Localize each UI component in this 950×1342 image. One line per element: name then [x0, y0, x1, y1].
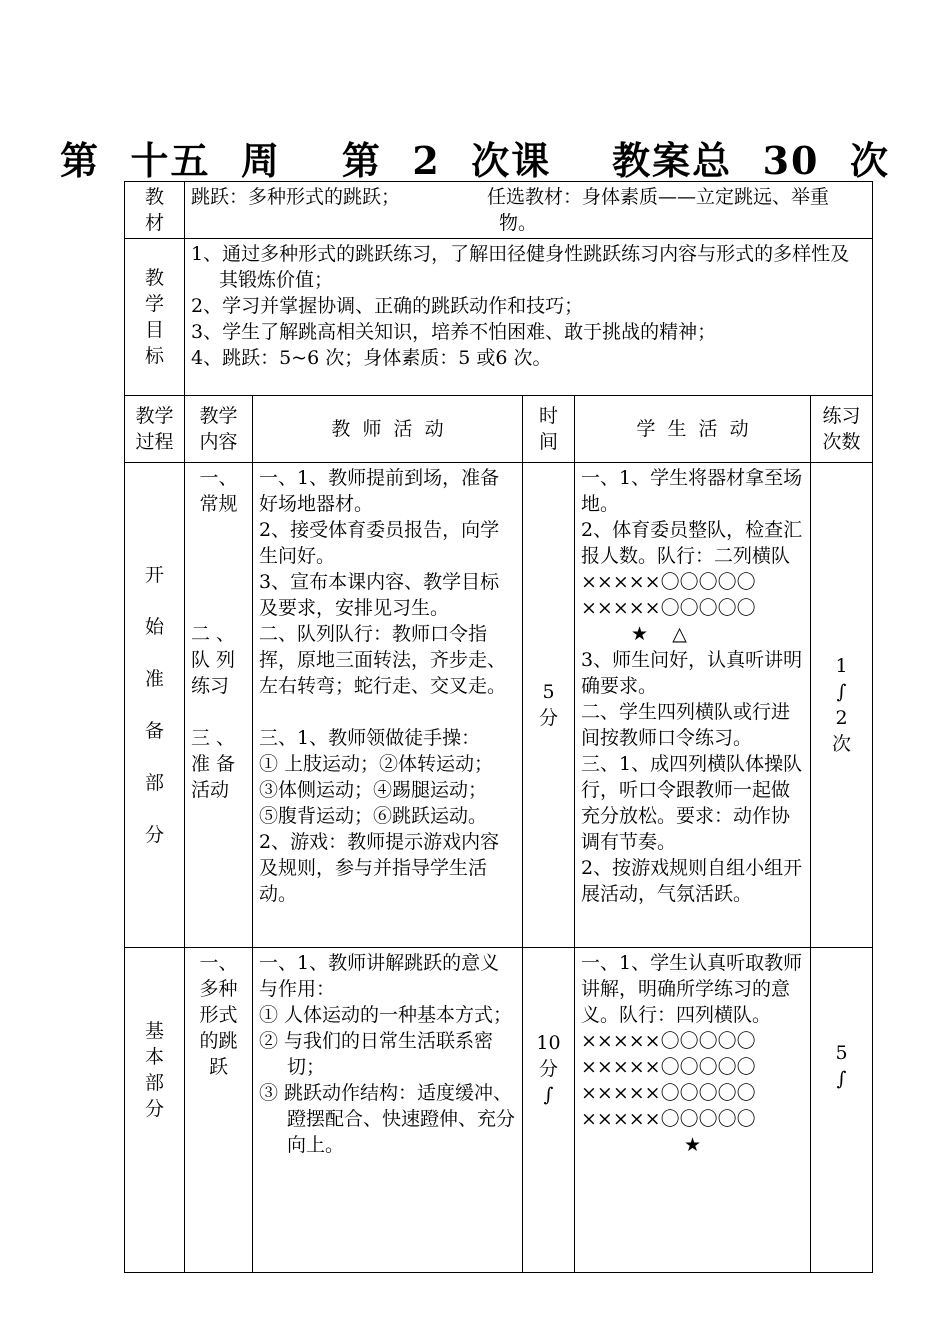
basic-process: 基 本 部 分: [125, 948, 185, 1273]
goal-item: 2、学习并掌握协调、正确的跳跃动作和技巧；: [191, 295, 584, 317]
header-teacher: 教 师 活 动: [253, 396, 523, 463]
basic-row: [125, 948, 873, 1273]
goal-item: 4、跳跃：5~6 次；身体素质：5 或6 次。: [191, 347, 552, 369]
teacher-marker: ★ △: [631, 623, 687, 645]
header-student: 学 生 活 动: [575, 396, 811, 463]
goals-content: [185, 239, 873, 396]
material-main: 跳跃：多种形式的跳跃；: [191, 186, 401, 208]
material-optional: 任选教材：身体素质——立定跳远、举重 物。: [487, 186, 830, 234]
content-routine: 一、 常规: [199, 467, 238, 515]
material-content: [185, 182, 873, 239]
formation-row: ×××××〇〇〇〇〇: [581, 1082, 756, 1104]
start-row: [125, 463, 873, 948]
start-process: 开 始 准 备 部 分: [125, 463, 185, 948]
formation-row: ×××××〇〇〇〇〇: [581, 1056, 756, 1078]
start-time: 5 分: [523, 463, 575, 948]
teacher-marker: ★: [683, 1134, 702, 1156]
teacher-point: ② 与我们的日常生活联系密切；: [259, 1030, 494, 1078]
header-row: [125, 396, 873, 463]
header-time: 时 间: [523, 396, 575, 463]
formation-row: ×××××〇〇〇〇〇: [581, 1030, 756, 1052]
header-content: 教学 内容: [185, 396, 253, 463]
page-title: 第 十五 周 第 2 次课 教案总 30 次: [60, 138, 890, 183]
start-teacher: 一、1、教师提前到场，准备好场地器材。 2、接受体育委员报告，向学生问好。 3、宣布本课内容、教学目标及要求，安排见习生。 二、队列队行：教师口令指挥，原地三面转法，齐步走、左右转弯；蛇行走、交叉走。 三、1、教师领做徒手操： ① 上肢运动；②体转运动； ③体侧运动；④踢腿运动； ⑤腹背运动；⑥跳跃运动。 2、游戏：教师提示游戏内容及规则，参与并指导学生活动。: [253, 463, 523, 948]
basic-teacher: 一、1、教师讲解跳跃的意义与作用： ① 人体运动的一种基本方式； ② 与我们的日常生活联系密切； ③ 跳跃动作结构：适度缓冲、蹬摆配合、快速蹬伸、充分向上。: [253, 948, 523, 1273]
basic-content: 一、 多种 形式 的跳 跃: [185, 948, 253, 1273]
material-label: 教 材: [125, 182, 185, 239]
material-row: [125, 182, 873, 239]
start-count: 1 ∫ 2 次: [811, 463, 873, 948]
basic-count: 5 ∫: [811, 948, 873, 1273]
basic-student: 一、1、学生认真听取教师讲解，明确所学练习的意义。队行：四列横队。 ×××××〇〇〇〇〇 ×××××〇〇〇〇〇 ×××××〇〇〇〇〇 ×××××〇〇〇〇〇 ★: [575, 948, 811, 1273]
formation-row: ×××××〇〇〇〇〇: [581, 571, 756, 593]
lesson-plan-table: [124, 181, 873, 1273]
header-count: 练习 次数: [811, 396, 873, 463]
teacher-point: ③ 跳跃动作结构：适度缓冲、蹬摆配合、快速蹬伸、充分向上。: [259, 1082, 516, 1156]
header-process: 教学 过程: [125, 396, 185, 463]
content-drill: 二 、 队 列 练习: [191, 623, 236, 697]
goals-label: 教 学 目 标: [125, 239, 185, 396]
start-content: [185, 463, 253, 948]
formation-row: ×××××〇〇〇〇〇: [581, 597, 756, 619]
basic-time: 10 分 ∫: [523, 948, 575, 1273]
content-warmup: 三 、 准 备 活动: [191, 727, 236, 801]
goal-item: 1、通过多种形式的跳跃练习，了解田径健身性跳跃练习内容与形式的多样性及其锻炼价值；: [191, 243, 850, 291]
start-student: 一、1、学生将器材拿至场地。 2、体育委员整队，检查汇报人数。队行：二列横队 ×××××〇〇〇〇〇 ×××××〇〇〇〇〇 ★ △ 3、师生问好，认真听讲明确要求。 二、学生四列横队或行进间按教师口令练习。 三、1、成四列横队体操队行，听口令跟教师一起做充分放松。要求：动作协调有节奏。 2、按游戏规则自组小组开展活动，气氛活跃。: [575, 463, 811, 948]
goal-item: 3、学生了解跳高相关知识，培养不怕困难、敢于挑战的精神；: [191, 321, 717, 343]
teacher-point: ① 人体运动的一种基本方式；: [259, 1004, 513, 1026]
formation-row: ×××××〇〇〇〇〇: [581, 1108, 756, 1130]
goals-row: [125, 239, 873, 396]
